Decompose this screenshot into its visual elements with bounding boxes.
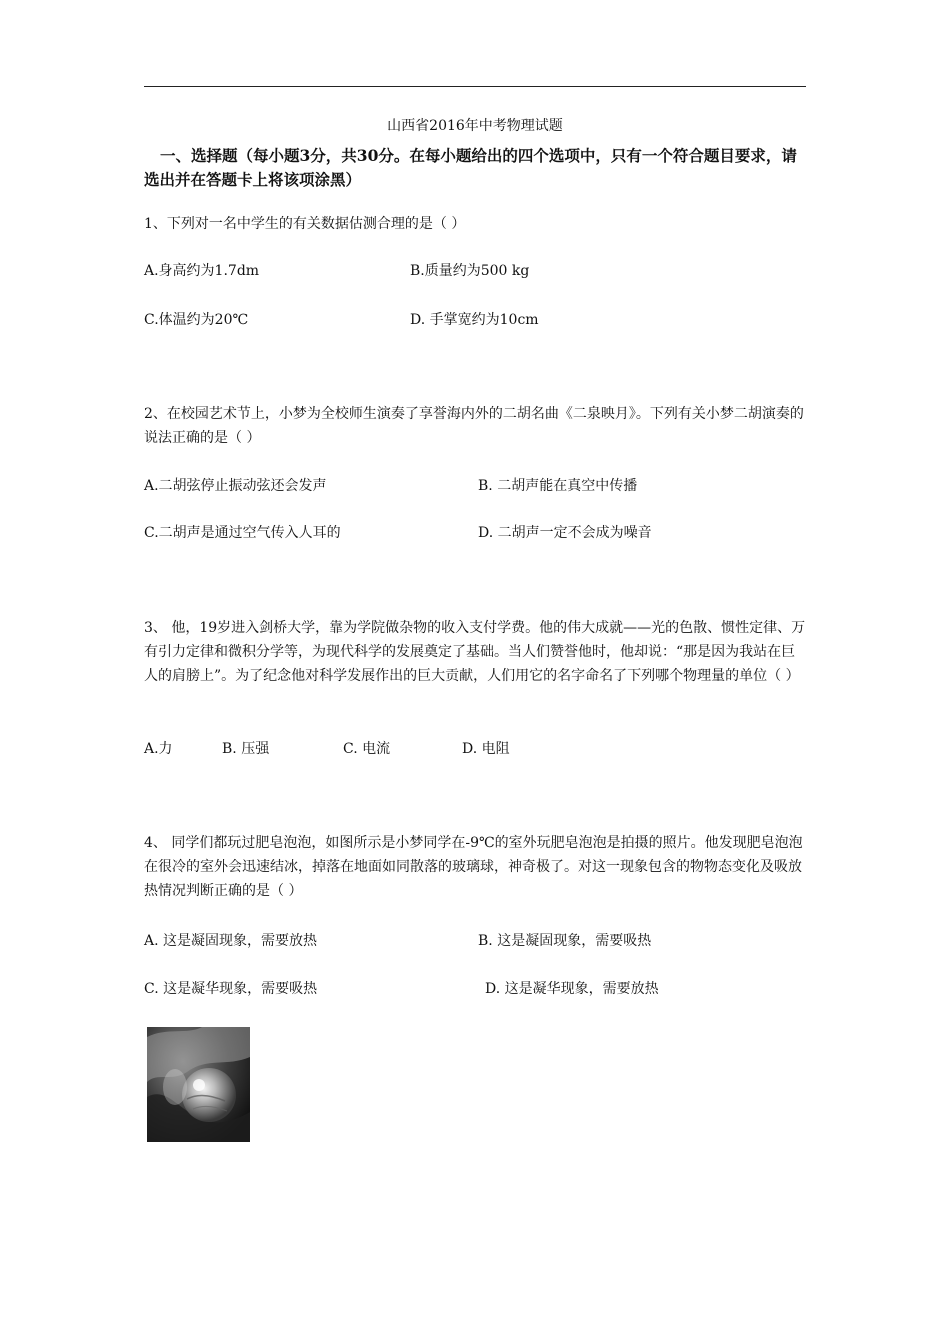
question-3-option-b: B. 压强	[222, 741, 270, 757]
question-1-stem: 1、下列对一名中学生的有关数据估测合理的是（ ）	[144, 216, 466, 232]
question-3-option-c: C. 电流	[343, 741, 391, 757]
question-3-option-d: D. 电阻	[462, 741, 510, 757]
question-4-stem: 4、 同学们都玩过肥皂泡泡，如图所示是小梦同学在-9℃的室外玩肥皂泡泡是拍摄的照片。他发现肥皂泡泡在很冷的室外会迅速结冰，掉落在地面如同散落的玻璃球，神奇极了。对这一现象包含的物物态变化及吸放热情况判断正确的是（ ）	[144, 835, 803, 899]
question-4-option-d: D. 这是凝华现象，需要放热	[485, 981, 659, 997]
question-4-option-a: A. 这是凝固现象，需要放热	[144, 933, 318, 949]
question-4-option-b: B. 这是凝固现象，需要吸热	[478, 933, 652, 949]
header-rule	[144, 86, 806, 87]
section-heading: 一、选择题（每小题3分，共30分。在每小题给出的四个选项中，只有一个符合题目要求，请选出并在答题卡上将该项涂黑）	[144, 146, 797, 189]
question-2-option-b: B. 二胡声能在真空中传播	[478, 478, 638, 494]
question-3-option-a: A.力	[144, 741, 173, 757]
question-3-stem: 3、 他，19岁进入剑桥大学，靠为学院做杂物的收入支付学费。他的伟大成就——光的色散、惯性定律、万有引力定律和微积分学等，为现代科学的发展奠定了基础。当人们赞誉他时，他却说：“那是因为我站在巨人的肩膀上”。为了纪念他对科学发展作出的巨大贡献，人们用它的名字命名了下列哪个物理量的单位（ ）	[144, 620, 806, 684]
question-1-option-b: B.质量约为500 kg	[410, 263, 530, 279]
question-2-option-d: D. 二胡声一定不会成为噪音	[478, 525, 652, 541]
question-4-option-c: C. 这是凝华现象，需要吸热	[144, 981, 318, 997]
document-title: 山西省2016年中考物理试题	[387, 118, 563, 134]
question-1-option-c: C.体温约为20℃	[144, 312, 249, 328]
question-1-option-d: D. 手掌宽约为10cm	[410, 312, 539, 328]
frozen-bubble-photo	[147, 1027, 250, 1142]
frozen-bubble-illustration	[147, 1027, 250, 1142]
question-1-option-a: A.身高约为1.7dm	[144, 263, 260, 279]
question-2-option-c: C.二胡声是通过空气传入人耳的	[144, 525, 341, 541]
question-2-option-a: A.二胡弦停止振动弦还会发声	[144, 478, 327, 494]
question-2-stem: 2、在校园艺术节上，小梦为全校师生演奏了享誉海内外的二胡名曲《二泉映月》。下列有关小梦二胡演奏的说法正确的是（ ）	[144, 406, 804, 446]
